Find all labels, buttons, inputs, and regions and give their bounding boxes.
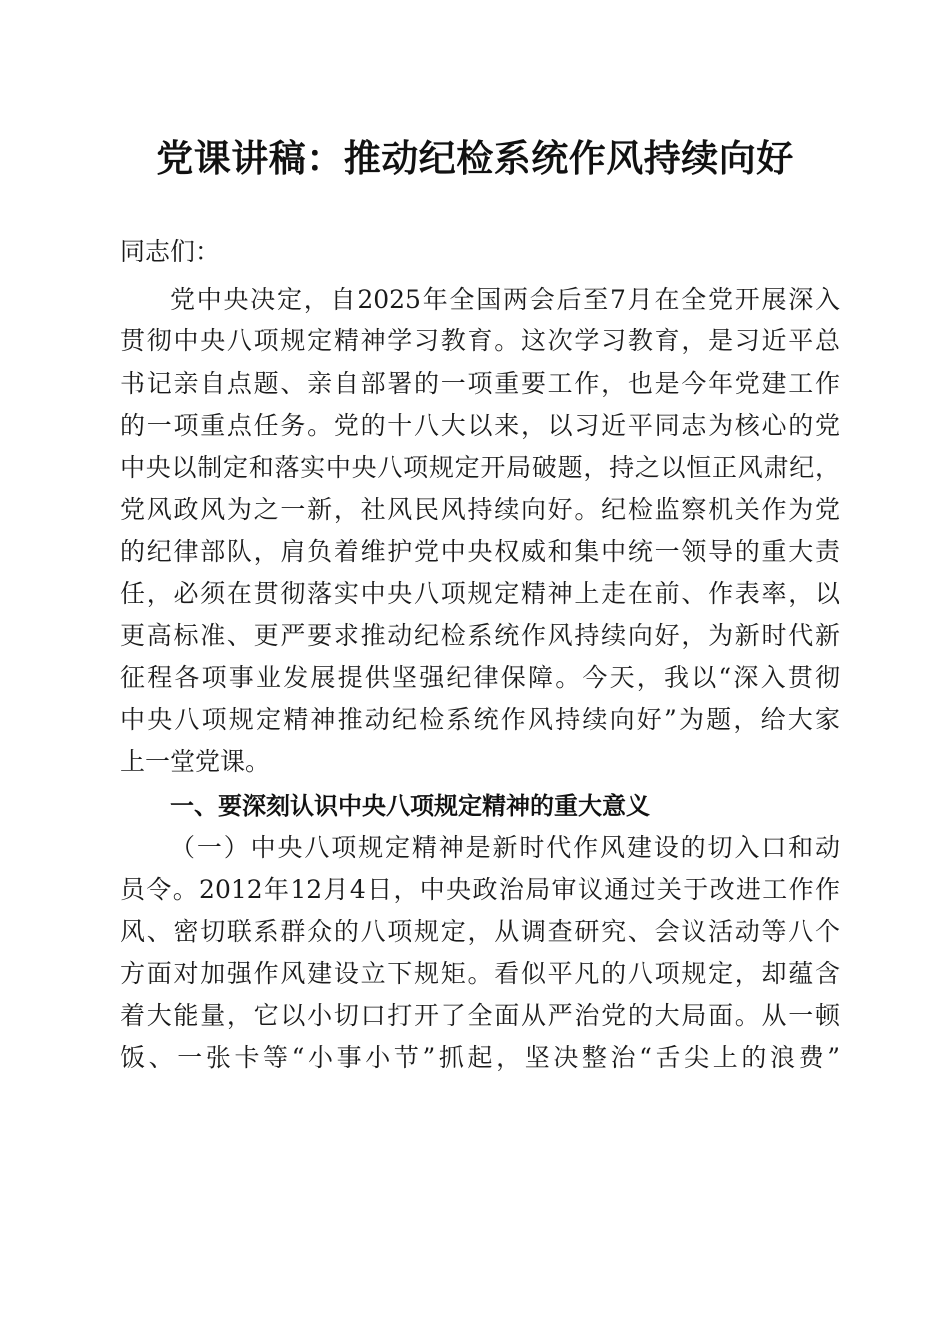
salutation: 同志们： [120,237,221,266]
paragraph-line: 贯彻中央八项规定精神学习教育。这次学习教育，是习近平总 [120,326,840,355]
paragraph-line: 饭、一张卡等“小事小节”抓起，坚决整治“舌尖上的浪费” [120,1043,840,1072]
paragraph-line: 方面对加强作风建设立下规矩。看似平凡的八项规定，却蕴含 [120,959,840,988]
section-heading: 一、要深刻认识中央八项规定精神的重大意义 [170,792,650,820]
paragraph-line: 书记亲自点题、亲自部署的一项重要工作，也是今年党建工作 [120,369,840,398]
paragraph-line: 风、密切联系群众的八项规定，从调查研究、会议活动等八个 [120,917,840,946]
paragraph-line: 更高标准、更严要求推动纪检系统作风持续向好，为新时代新 [120,621,840,650]
document-title: 党课讲稿：推动纪检系统作风持续向好 [156,137,794,180]
paragraph-line: 征程各项事业发展提供坚强纪律保障。今天，我以“深入贯彻 [120,663,840,692]
paragraph-line: 员令。2012年12月4日，中央政治局审议通过关于改进工作作 [120,875,840,904]
paragraph-line: 党中央决定，自2025年全国两会后至7月在全党开展深入 [170,285,840,314]
paragraph-line: 的一项重点任务。党的十八大以来，以习近平同志为核心的党 [120,411,840,440]
paragraph-line: 上一堂党课。 [120,747,271,776]
paragraph-line: 任，必须在贯彻落实中央八项规定精神上走在前、作表率，以 [120,579,840,608]
paragraph-line: 中央以制定和落实中央八项规定开局破题，持之以恒正风肃纪， [120,453,840,482]
paragraph-line: 中央八项规定精神推动纪检系统作风持续向好”为题，给大家 [120,705,840,734]
paragraph-line: 党风政风为之一新，社风民风持续向好。纪检监察机关作为党 [120,495,840,524]
paragraph-line: 的纪律部队，肩负着维护党中央权威和集中统一领导的重大责 [120,537,840,566]
paragraph-line: （一）中央八项规定精神是新时代作风建设的切入口和动 [170,833,840,862]
paragraph-line: 着大能量，它以小切口打开了全面从严治党的大局面。从一顿 [120,1001,840,1030]
